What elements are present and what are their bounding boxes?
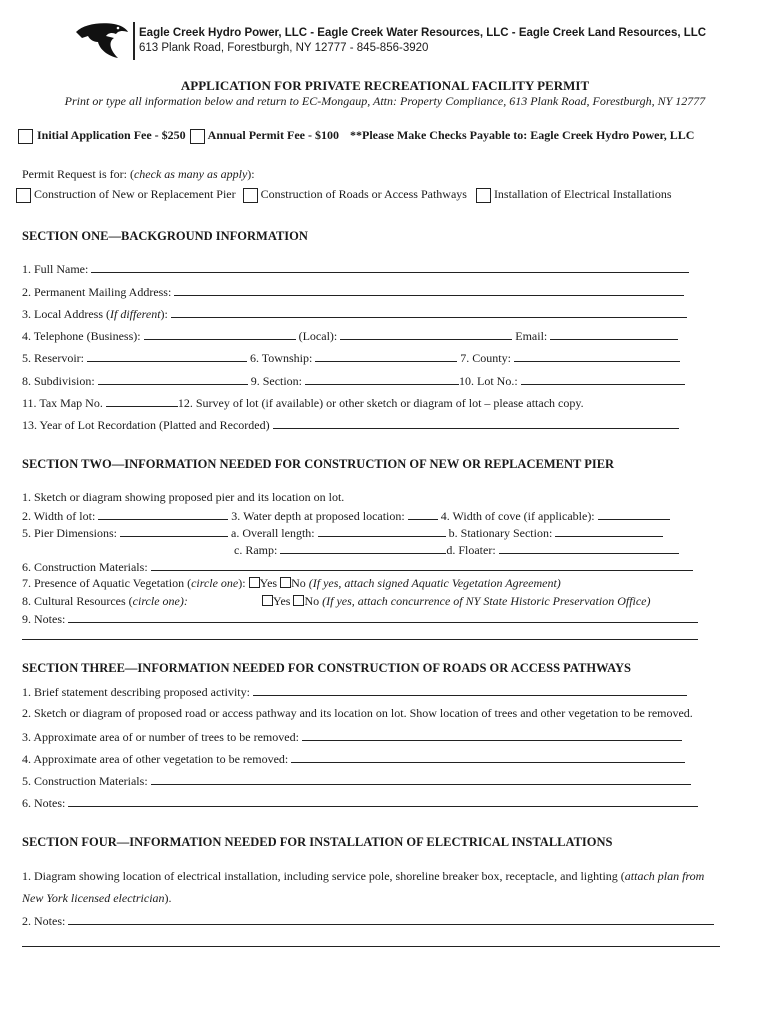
brief-label: 1. Brief statement describing proposed activity: [22,685,250,699]
township-label: 6. Township: [250,351,313,365]
pier-notes-label: 9. Notes: [22,612,66,626]
brief-field[interactable] [253,684,687,696]
mailing-row [22,284,684,300]
aquatic-yes-label: Yes [259,576,278,590]
location-row [22,350,680,366]
width-lot-label: 2. Width of lot: [22,509,96,523]
section-three-title: SECTION THREE—INFORMATION NEEDED FOR CONSTRUCTION OF ROADS OR ACCESS PATHWAYS [22,661,632,675]
request-label [22,167,255,182]
request-hint: check as many as apply [133,167,248,181]
width-lot-field[interactable] [98,508,228,520]
pier-checkbox[interactable] [16,188,31,203]
diagram-row-2 [22,891,172,906]
stationary-field[interactable] [555,525,663,537]
diagram-label-end: ). [164,891,172,905]
county-label: 7. County: [460,351,511,365]
cultural-yes-checkbox[interactable] [262,595,273,606]
pier-dim-row [22,525,663,541]
vegetation-field[interactable] [291,751,685,763]
tel-business-label: 4. Telephone (Business): [22,329,141,343]
cultural-options [262,594,651,609]
tel-local-field[interactable] [340,328,512,340]
annual-fee-checkbox[interactable] [190,129,205,144]
elec-notes-field-2[interactable] [22,935,720,947]
cultural-no-label: No [304,594,320,608]
pier-sketch-text: 1. Sketch or diagram showing proposed pier and its location on lot. [22,490,345,504]
pier-width-row [22,508,670,524]
pier-notes-row-2 [22,628,698,644]
elec-notes-field[interactable] [68,913,714,925]
section-label: 9. Section: [250,374,303,388]
tax-map-row [22,395,584,411]
aquatic-hint: circle one [191,576,239,590]
trees-label: 3. Approximate area of or number of trees to be removed: [22,730,299,744]
floater-field[interactable] [499,542,679,554]
payable-note: **Please Make Checks Payable to: Eagle Creek Hydro Power, LLC [349,128,695,142]
section-four-title: SECTION FOUR—INFORMATION NEEDED FOR INSTALLATION OF ELECTRICAL INSTALLATIONS [22,835,613,849]
fees-row [18,128,694,144]
cultural-note: (If yes, attach concurrence of NY State Historic Preservation Office) [322,594,651,608]
road-materials-row [22,773,691,789]
road-materials-label: 5. Construction Materials: [22,774,148,788]
section-field[interactable] [305,373,459,385]
roads-checkbox[interactable] [243,188,258,203]
pier-notes-row [22,611,698,627]
cove-label: 4. Width of cove (if applicable): [440,509,595,523]
reservoir-field[interactable] [87,350,247,362]
cove-field[interactable] [598,508,670,520]
road-notes-field[interactable] [68,795,698,807]
road-notes-label: 6. Notes: [22,796,66,810]
full-name-row [22,261,689,277]
depth-field[interactable] [408,508,438,520]
road-notes-row [22,795,698,811]
ramp-label: c. Ramp: [234,543,278,557]
local-address-field[interactable] [171,306,687,318]
email-field[interactable] [550,328,678,340]
header-companies: Eagle Creek Hydro Power, LLC - Eagle Creek Water Resources, LLC - Eagle Creek Land Resources, LLC [139,27,707,39]
pier-materials-label: 6. Construction Materials: [22,560,148,574]
pier-materials-field[interactable] [151,559,693,571]
request-label-text: Permit Request is for: ( [22,167,134,181]
aquatic-note: (If yes, attach signed Aquatic Vegetation Agreement) [308,576,561,590]
aquatic-label-post: ): [238,576,246,590]
instructions: Print or type all information below and return to EC-Mongaup, Attn: Property Compliance, 613 Plank Road, Forestburgh, NY 12777 [64,94,706,108]
email-label: Email: [515,329,548,343]
vegetation-row [22,751,685,767]
subdivision-field[interactable] [98,373,248,385]
pier-notes-field[interactable] [68,611,698,623]
ramp-field[interactable] [280,542,446,554]
subdivision-label: 8. Subdivision: [22,374,95,388]
cultural-label-pre: 8. Cultural Resources ( [22,594,133,608]
overall-field[interactable] [318,525,446,537]
tax-map-field[interactable] [106,395,178,407]
aquatic-yes-checkbox[interactable] [249,577,260,588]
diagram-italic-1: attach plan from [624,869,705,883]
lot-label: 10. Lot No.: [459,374,518,388]
survey-label: 12. Survey of lot (if available) or other sketch or diagram of lot – please attach copy. [177,396,584,410]
aquatic-no-label: No [291,576,306,590]
cultural-no-checkbox[interactable] [293,595,304,606]
local-address-row [22,306,687,322]
cultural-yes-label: Yes [273,594,291,608]
road-sketch-text: 2. Sketch or diagram of proposed road or access pathway and its location on lot. Show location of trees and other vegetation to be removed. [22,706,693,720]
telephone-row [22,328,678,344]
section-two-title: SECTION TWO—INFORMATION NEEDED FOR CONSTRUCTION OF NEW OR REPLACEMENT PIER [22,457,615,471]
request-label-end: ): [247,167,255,181]
county-field[interactable] [514,350,680,362]
electrical-checkbox[interactable] [476,188,491,203]
ramp-row [234,542,679,558]
mailing-label: 2. Permanent Mailing Address: [22,285,172,299]
tax-map-label: 11. Tax Map No. [22,396,103,410]
full-name-label: 1. Full Name: [22,262,89,276]
initial-fee-checkbox[interactable] [18,129,33,144]
aquatic-label-pre: 7. Presence of Aquatic Vegetation ( [22,576,192,590]
aquatic-no-checkbox[interactable] [280,577,291,588]
eagle-logo [74,20,130,62]
header-address: 613 Plank Road, Forestburgh, NY 12777 - 845-856-3920 [139,42,429,54]
local-label-italic: If different [109,307,161,321]
tel-local-label: (Local): [298,329,338,343]
year-label: 13. Year of Lot Recordation (Platted and Recorded) [22,418,270,432]
diagram-label: 1. Diagram showing location of electrical installation, including service pole, shoreline breaker box, receptacle, and lighting ( [22,869,625,883]
page-title: APPLICATION FOR PRIVATE RECREATIONAL FACILITY PERMIT [180,78,590,93]
pier-option-label: Construction of New or Replacement Pier [34,187,236,201]
depth-label: 3. Water depth at proposed location: [231,509,405,523]
year-field[interactable] [273,417,679,429]
local-label-post: ): [160,307,168,321]
lot-row [22,373,685,389]
road-materials-field[interactable] [151,773,691,785]
reservoir-label: 5. Reservoir: [22,351,84,365]
trees-row [22,729,682,745]
local-label-pre: 3. Local Address ( [22,307,110,321]
pier-notes-field-2[interactable] [22,628,698,640]
elec-notes-row [22,913,714,929]
tel-business-field[interactable] [144,328,296,340]
eagle-icon [74,20,130,62]
pier-materials-row [22,559,693,575]
cultural-row [22,594,188,609]
overall-label: a. Overall length: [231,526,315,540]
electrical-option-label: Installation of Electrical Installations [493,187,672,201]
aquatic-row [22,576,561,591]
elec-notes-row-2 [22,935,720,951]
section-one-title: SECTION ONE—BACKGROUND INFORMATION [22,229,308,243]
pier-dim-field[interactable] [120,525,228,537]
floater-label: d. Floater: [446,543,496,557]
pier-dim-label: 5. Pier Dimensions: [22,526,117,540]
year-row [22,417,679,433]
mailing-field[interactable] [174,284,684,296]
initial-fee-label: Initial Application Fee - $250 [37,128,186,142]
roads-option-label: Construction of Roads or Access Pathways [260,187,467,201]
elec-notes-label: 2. Notes: [22,914,66,928]
vegetation-label: 4. Approximate area of other vegetation to be removed: [22,752,289,766]
full-name-field[interactable] [91,261,689,273]
lot-field[interactable] [521,373,685,385]
annual-fee-label: Annual Permit Fee - $100 [207,128,339,142]
diagram-italic-2: New York licensed electrician [22,891,165,905]
header-divider [133,22,135,60]
diagram-row [22,869,704,884]
request-options [16,187,672,203]
cultural-hint: circle one): [132,594,188,608]
brief-row [22,684,687,700]
stationary-label: b. Stationary Section: [448,526,553,540]
trees-field[interactable] [302,729,682,741]
township-field[interactable] [315,350,457,362]
